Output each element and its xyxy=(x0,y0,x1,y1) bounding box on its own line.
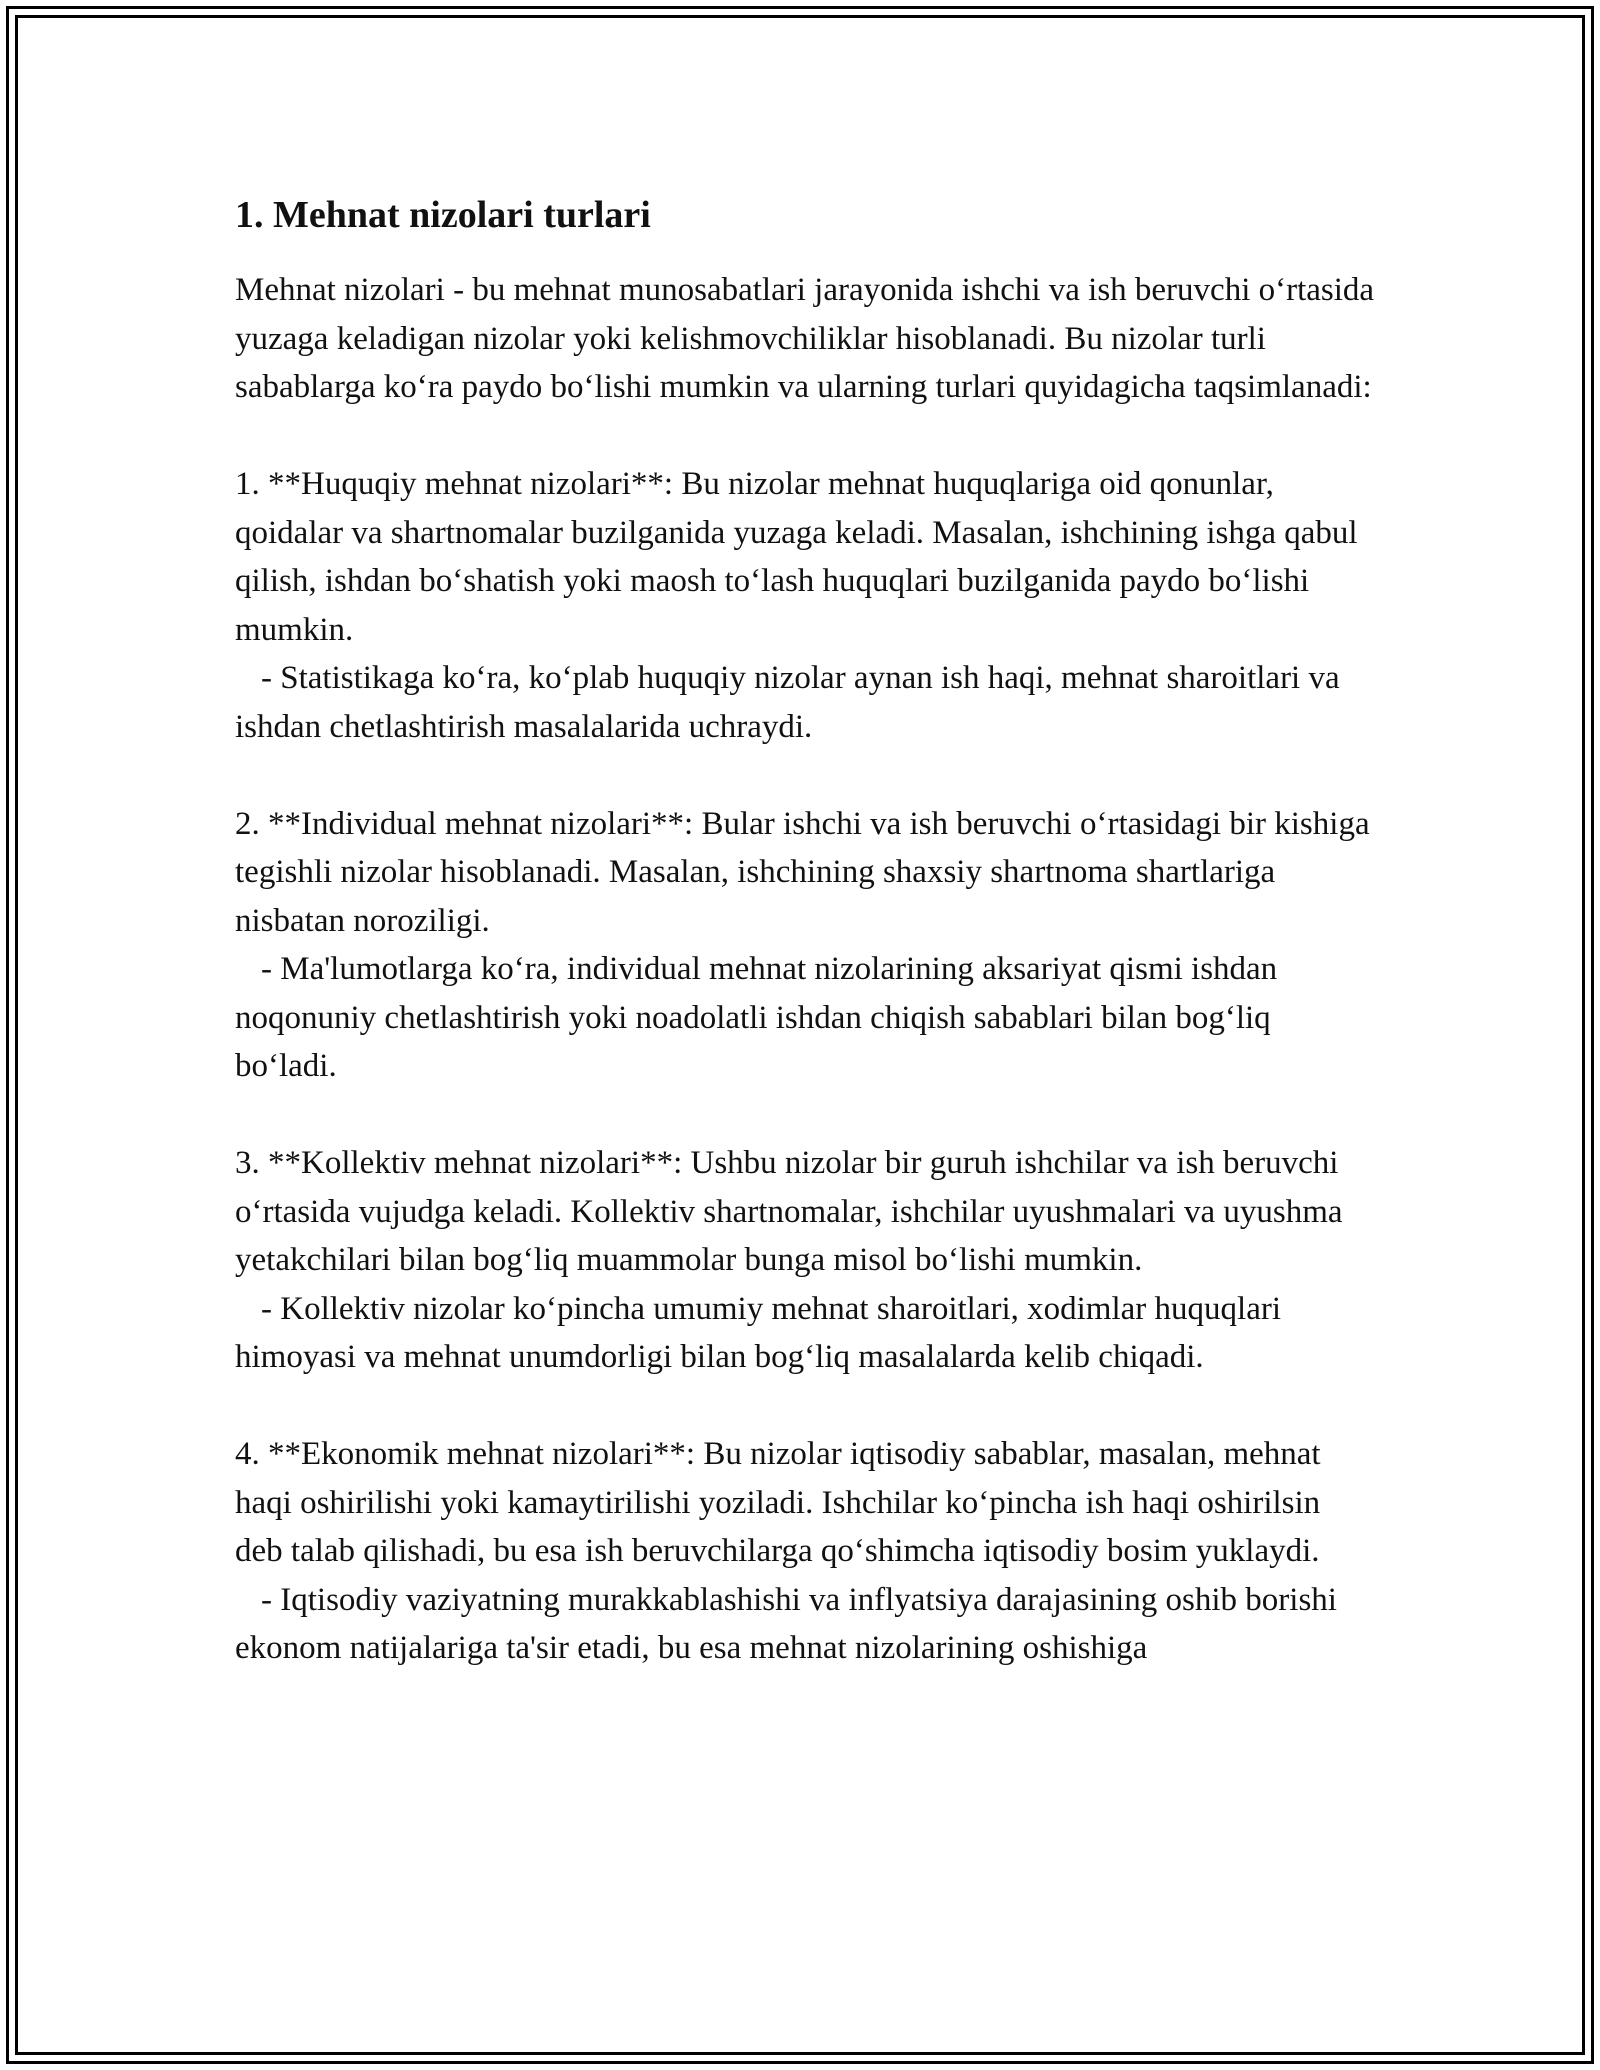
page-title: 1. Mehnat nizolari turlari xyxy=(235,194,651,236)
section-text: 4. **Ekonomik mehnat nizolari**: Bu nizolar iqtisodiy sabablar, masalan, mehnat haqi oshirilishi yoki kamaytirilishi yoziladi. Ishchilar ko‘pincha ish haqi oshirilsin deb talab qilishadi, bu esa ish beruvchilarga qo‘shimcha iqtisodiy bosim yuklaydi. xyxy=(235,1436,1321,1569)
section-kollektiv xyxy=(235,1139,1375,1382)
section-subnote: - Ma'lumotlarga ko‘ra, individual mehnat nizolarining aksariyat qismi ishdan noqonuniy chetlashtirish yoki noadolatli ishdan chiqish sabablari bilan bog‘liq bo‘ladi. xyxy=(235,951,1278,1084)
section-subnote: - Statistikaga ko‘ra, ko‘plab huquqiy nizolar aynan ish haqi, mehnat sharoitlari va ishdan chetlashtirish masalalarida uchraydi. xyxy=(235,660,1340,745)
section-subnote: - Kollektiv nizolar ko‘pincha umumiy mehnat sharoitlari, xodimlar huquqlari himoyasi va mehnat unumdorligi bilan bog‘liq masalalarda kelib chiqadi. xyxy=(235,1290,1282,1375)
section-ekonomik xyxy=(235,1430,1375,1673)
intro-paragraph: Mehnat nizolari - bu mehnat munosabatlari jarayonida ishchi va ish beruvchi o‘rtasida yuzaga keladigan nizolar yoki kelishmovchiliklar hisoblanadi. Bu nizolar turli sabablarga ko‘ra paydo bo‘lishi mumkin va ularning turlari quyidagicha taqsimlanadi: xyxy=(235,272,1375,405)
document-body xyxy=(235,190,1375,1721)
section-subnote: - Iqtisodiy vaziyatning murakkablashishi va inflyatsiya darajasining oshib borishi ekonom natijalariga ta'sir etadi, bu esa mehnat nizolarining oshishiga xyxy=(235,1581,1337,1666)
section-individual xyxy=(235,800,1375,1091)
section-text: 2. **Individual mehnat nizolari**: Bular ishchi va ish beruvchi o‘rtasidagi bir kishiga tegishli nizolar hisoblanadi. Masalan, ishchining shaxsiy shartnoma shartlariga nisbatan noroziligi. xyxy=(235,805,1370,939)
section-text: 1. **Huquqiy mehnat nizolari**: Bu nizolar mehnat huquqlariga oid qonunlar, qoidalar va shartnomalar buzilganida yuzaga keladi. Masalan, ishchining ishga qabul qilish, ishdan bo‘shatish yoki maosh to‘lash huquqlari buzilganida paydo bo‘lishi mumkin. xyxy=(235,466,1358,648)
section-huquqiy xyxy=(235,460,1375,751)
section-text: 3. **Kollektiv mehnat nizolari**: Ushbu nizolar bir guruh ishchilar va ish beruvchi o‘rtasida vujudga keladi. Kollektiv shartnomalar, ishchilar uyushmalari va uyushma yetakchilari bilan bog‘liq muammolar bunga misol bo‘lishi mumkin. xyxy=(235,1145,1343,1278)
